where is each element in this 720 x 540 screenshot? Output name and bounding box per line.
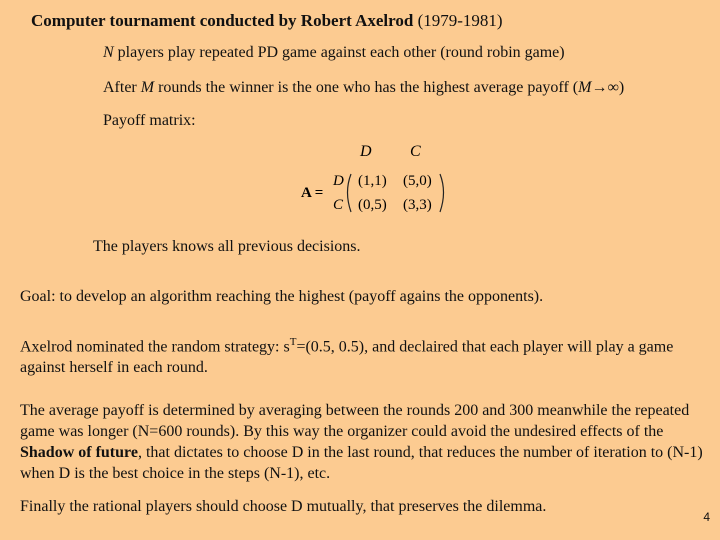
payoff-matrix-label: Payoff matrix: xyxy=(103,112,196,129)
col-header-d: D xyxy=(360,143,372,160)
goal-text: : to develop an algorithm reaching the highest (payoff agains the opponents). xyxy=(51,288,544,305)
final-paragraph: Finally the rational players should choose D mutually, that preserves the dilemma. xyxy=(20,498,547,515)
var-n: N xyxy=(103,44,114,61)
payoff-matrix xyxy=(298,140,458,220)
page-number: 4 xyxy=(703,510,710,524)
title-bold: Computer tournament conducted by Robert Axelrod xyxy=(31,11,414,30)
axelrod-post: =(0.5, 0.5), and declaired that each player will play a game against herself in each round. xyxy=(20,338,674,377)
average-paragraph xyxy=(20,400,710,484)
goal-paragraph xyxy=(20,286,710,307)
average-pre: The average payoff is determined by averaging between the rounds 200 and 300 meanwhile the repeated game was longer (N=600 rounds). By this way the organizer could avoid the undesired effects of the xyxy=(20,402,690,440)
cell-cd: (0,5) xyxy=(358,197,387,213)
matrix-bracket-left xyxy=(348,174,352,212)
title-years: (1979-1981) xyxy=(413,11,503,30)
row-header-c: C xyxy=(333,197,344,213)
axelrod-pre: Axelrod nominated the random strategy: s xyxy=(20,338,290,356)
transpose-sup: T xyxy=(289,336,297,348)
cell-dc: (5,0) xyxy=(403,173,432,189)
matrix-label: A = xyxy=(301,185,324,201)
line-players-text: players play repeated PD game against each other (round robin game) xyxy=(113,44,565,61)
axelrod-paragraph xyxy=(20,332,710,378)
slide-title xyxy=(31,11,503,31)
line-winner-pre: After xyxy=(103,79,141,96)
matrix-bracket-right xyxy=(440,174,444,212)
limit-arrow: →∞ xyxy=(591,79,619,96)
line-knowledge: The players knows all previous decisions. xyxy=(93,238,361,255)
cell-dd: (1,1) xyxy=(358,173,387,189)
shadow-of-future: Shadow of future xyxy=(20,444,138,461)
row-header-d: D xyxy=(333,173,344,189)
col-header-c: C xyxy=(410,143,421,160)
var-m: M xyxy=(140,79,155,96)
line-winner xyxy=(103,79,624,97)
cell-cc: (3,3) xyxy=(403,197,432,213)
average-post: , that dictates to choose D in the last round, that reduces the number of iteration to (N-1) when D is the best choice in the steps (N-1), etc. xyxy=(20,444,703,482)
var-m-2: M xyxy=(578,79,592,96)
line-players xyxy=(103,44,565,62)
line-winner-mid: rounds the winner is the one who has the highest average payoff ( xyxy=(154,79,579,96)
line-winner-post: ) xyxy=(618,79,625,96)
goal-label: Goal xyxy=(20,288,52,305)
